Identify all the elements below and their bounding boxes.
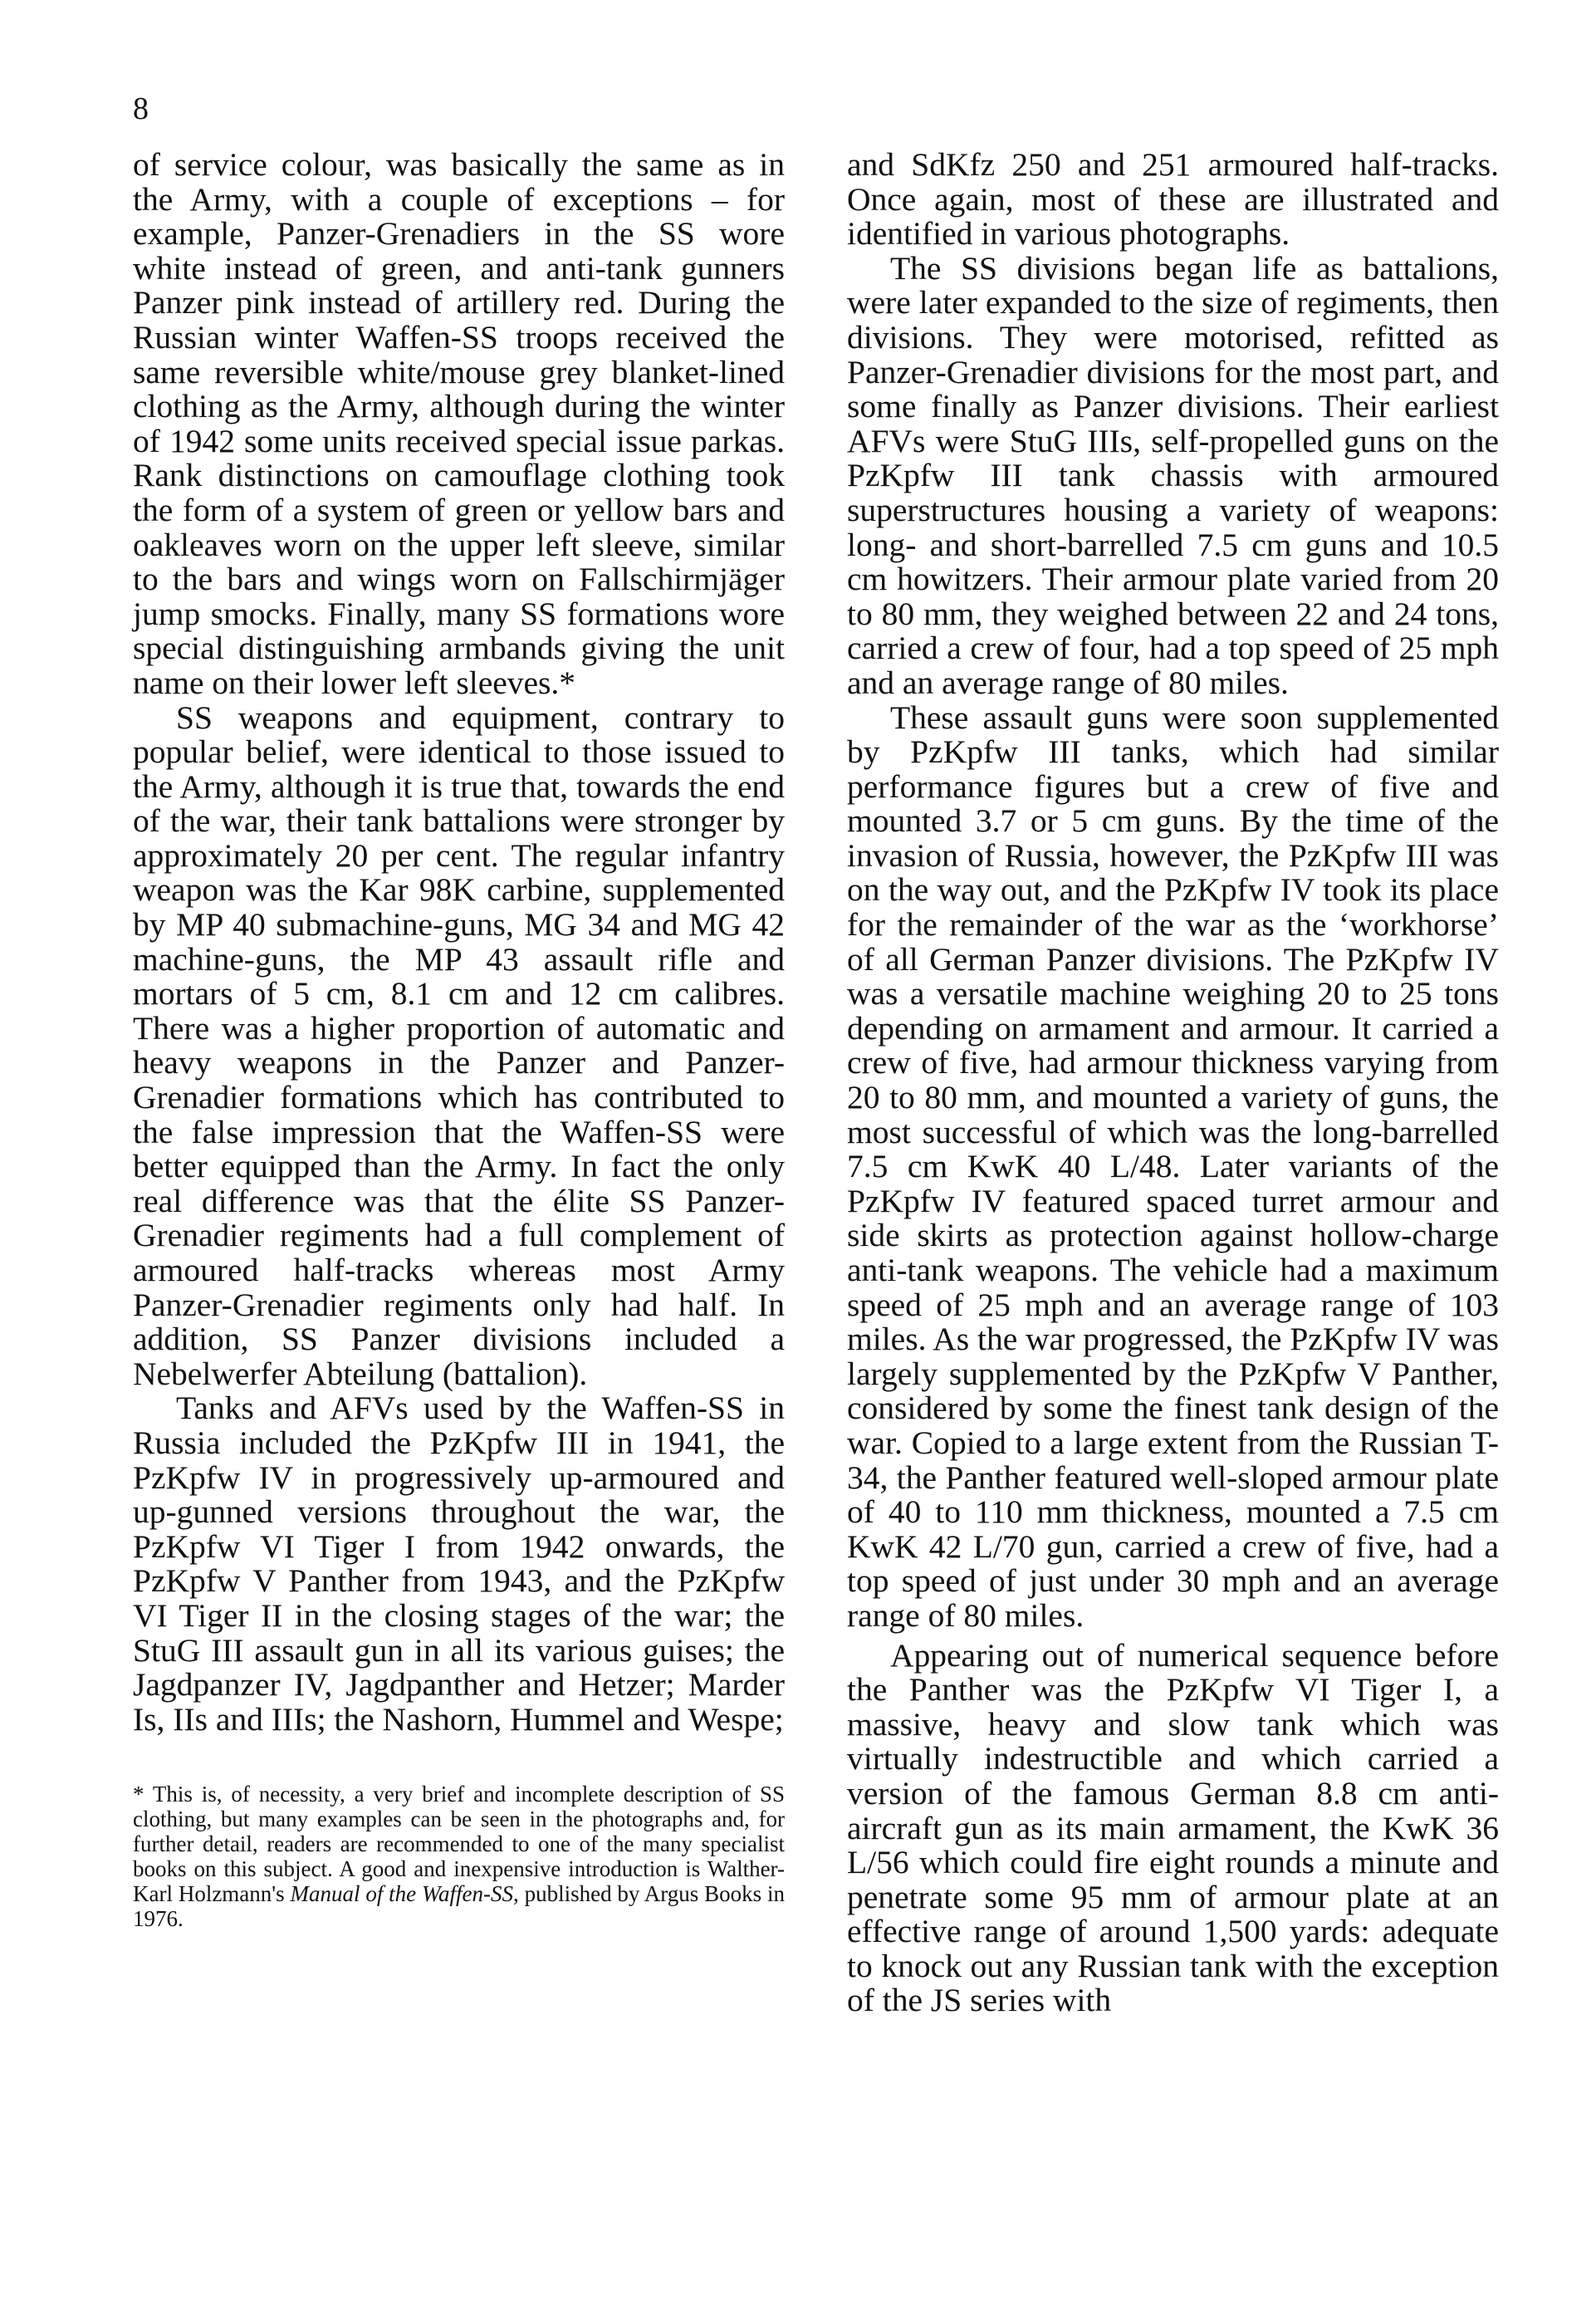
right-column xyxy=(847,148,1499,2018)
footnote-text-before-title: * This is, of necessity, a very brief and incomplete description of SS clothing, but many examples can be seen in the photographs and, for further detail, readers are recommended to one of the many specialist books on this subject. A good and inexpensive introduction is Walther-Karl Holzmann's xyxy=(133,1782,785,1906)
left-paragraph-1: of service colour, was basically the same as in the Army, with a couple of exceptions – for example, Panzer-Grenadiers in the SS wore white instead of green, and anti-tank gunners Panzer pink instead of artillery red. During the Russian winter Waffen-SS troops received the same reversible white/mouse grey blanket-lined clothing as the Army, although during the winter of 1942 some units received special issue parkas. Rank distinctions on camouflage clothing took the form of a system of green or yellow bars and oakleaves worn on the upper left sleeve, similar to the bars and wings worn on Fallschirmjäger jump smocks. Finally, many SS formations wore special distinguishing armbands giving the unit name on their lower left sleeves.* xyxy=(133,146,785,701)
footnote-book-title: Manual of the Waffen-SS xyxy=(290,1881,513,1906)
footnote-paragraph xyxy=(133,1782,785,1931)
left-paragraph-3: Tanks and AFVs used by the Waffen-SS in Russia included the PzKpfw III in 1941, the PzKpfw IV in progressively up-armoured and up-gunned versions throughout the war, the PzKpfw VI Tiger I from 1942 onwards, the PzKpfw V Panther from 1943, and the PzKpfw VI Tiger II in the closing stages of the war; the StuG III assault gun in all its various guises; the Jagdpanzer IV, Jagdpanther and Hetzer; Marder Is, IIs and IIIs; the Nashorn, Hummel and Wespe; xyxy=(133,1390,785,1738)
page-number: 8 xyxy=(133,91,149,126)
right-paragraph-2: The SS divisions began life as battalions, were later expanded to the size of regiments, then divisions. They were motorised, refitted as Panzer-Grenadier divisions for the most part, and some finally as Panzer divisions. Their earliest AFVs were StuG IIIs, self-propelled guns on the PzKpfw III tank chassis with armoured superstructures housing a variety of weapons: long- and short-barrelled 7.5 cm guns and 10.5 cm howitzers. Their armour plate varied from 20 to 80 mm, they weighed between 22 and 24 tons, carried a crew of four, had a top speed of 25 mph and an average range of 80 miles. xyxy=(847,249,1499,701)
left-column xyxy=(133,148,785,1737)
right-paragraph-1: and SdKfz 250 and 251 armoured half-tracks. Once again, most of these are illustrated and identified in various photographs. xyxy=(847,146,1499,252)
footnote-text-after-title: , published by Argus Books in 1976. xyxy=(133,1881,785,1931)
right-paragraph-4: Appearing out of numerical sequence before the Panther was the PzKpfw VI Tiger I, a massive, heavy and slow tank which was virtually indestructible and which carried a version of the famous German 8.8 cm anti-aircraft gun as its main armament, the KwK 36 L/56 which could fire eight rounds a minute and penetrate some 95 mm of armour plate at an effective range of around 1,500 yards: adequate to knock out any Russian tank with the exception of the JS series with xyxy=(847,1636,1499,2019)
left-paragraph-2: SS weapons and equipment, contrary to popular belief, were identical to those issued to the Army, although it is true that, towards the end of the war, their tank battalions were stronger by approximately 20 per cent. The regular infantry weapon was the Kar 98K carbine, supplemented by MP 40 submachine-guns, MG 34 and MG 42 machine-guns, the MP 43 assault rifle and mortars of 5 cm, 8.1 cm and 12 cm calibres. There was a higher proportion of automatic and heavy weapons in the Panzer and Panzer-Grenadier formations which has contributed to the false impression that the Waffen-SS were better equipped than the Army. In fact the only real difference was that the élite SS Panzer-Grenadier regiments had a full complement of armoured half-tracks whereas most Army Panzer-Grenadier regiments only had half. In addition, SS Panzer divisions included a Nebelwerfer Abteilung (battalion). xyxy=(133,699,785,1392)
right-paragraph-3: These assault guns were soon supplemented by PzKpfw III tanks, which had similar performance figures but a crew of five and mounted 3.7 or 5 cm guns. By the time of the invasion of Russia, however, the PzKpfw III was on the way out, and the PzKpfw IV took its place for the remainder of the war as the ‘workhorse’ of all German Panzer divisions. The PzKpfw IV was a versatile machine weighing 20 to 25 tons depending on armament and armour. It carried a crew of five, had armour thickness varying from 20 to 80 mm, and mounted a variety of guns, the most successful of which was the long-barrelled 7.5 cm KwK 40 L/48. Later variants of the PzKpfw IV featured spaced turret armour and side skirts as protection against hollow-charge anti-tank weapons. The vehicle had a maximum speed of 25 mph and an average range of 103 miles. As the war progressed, the PzKpfw IV was largely supplemented by the PzKpfw V Panther, considered by some the finest tank design of the war. Copied to a large extent from the Russian T-34, the Panther featured well-sloped armour plate of 40 to 110 mm thickness, mounted a 7.5 cm KwK 42 L/70 gun, carried a crew of five, had a top speed of just under 30 mph and an average range of 80 miles. xyxy=(847,699,1499,1634)
footnote xyxy=(133,1782,785,1931)
